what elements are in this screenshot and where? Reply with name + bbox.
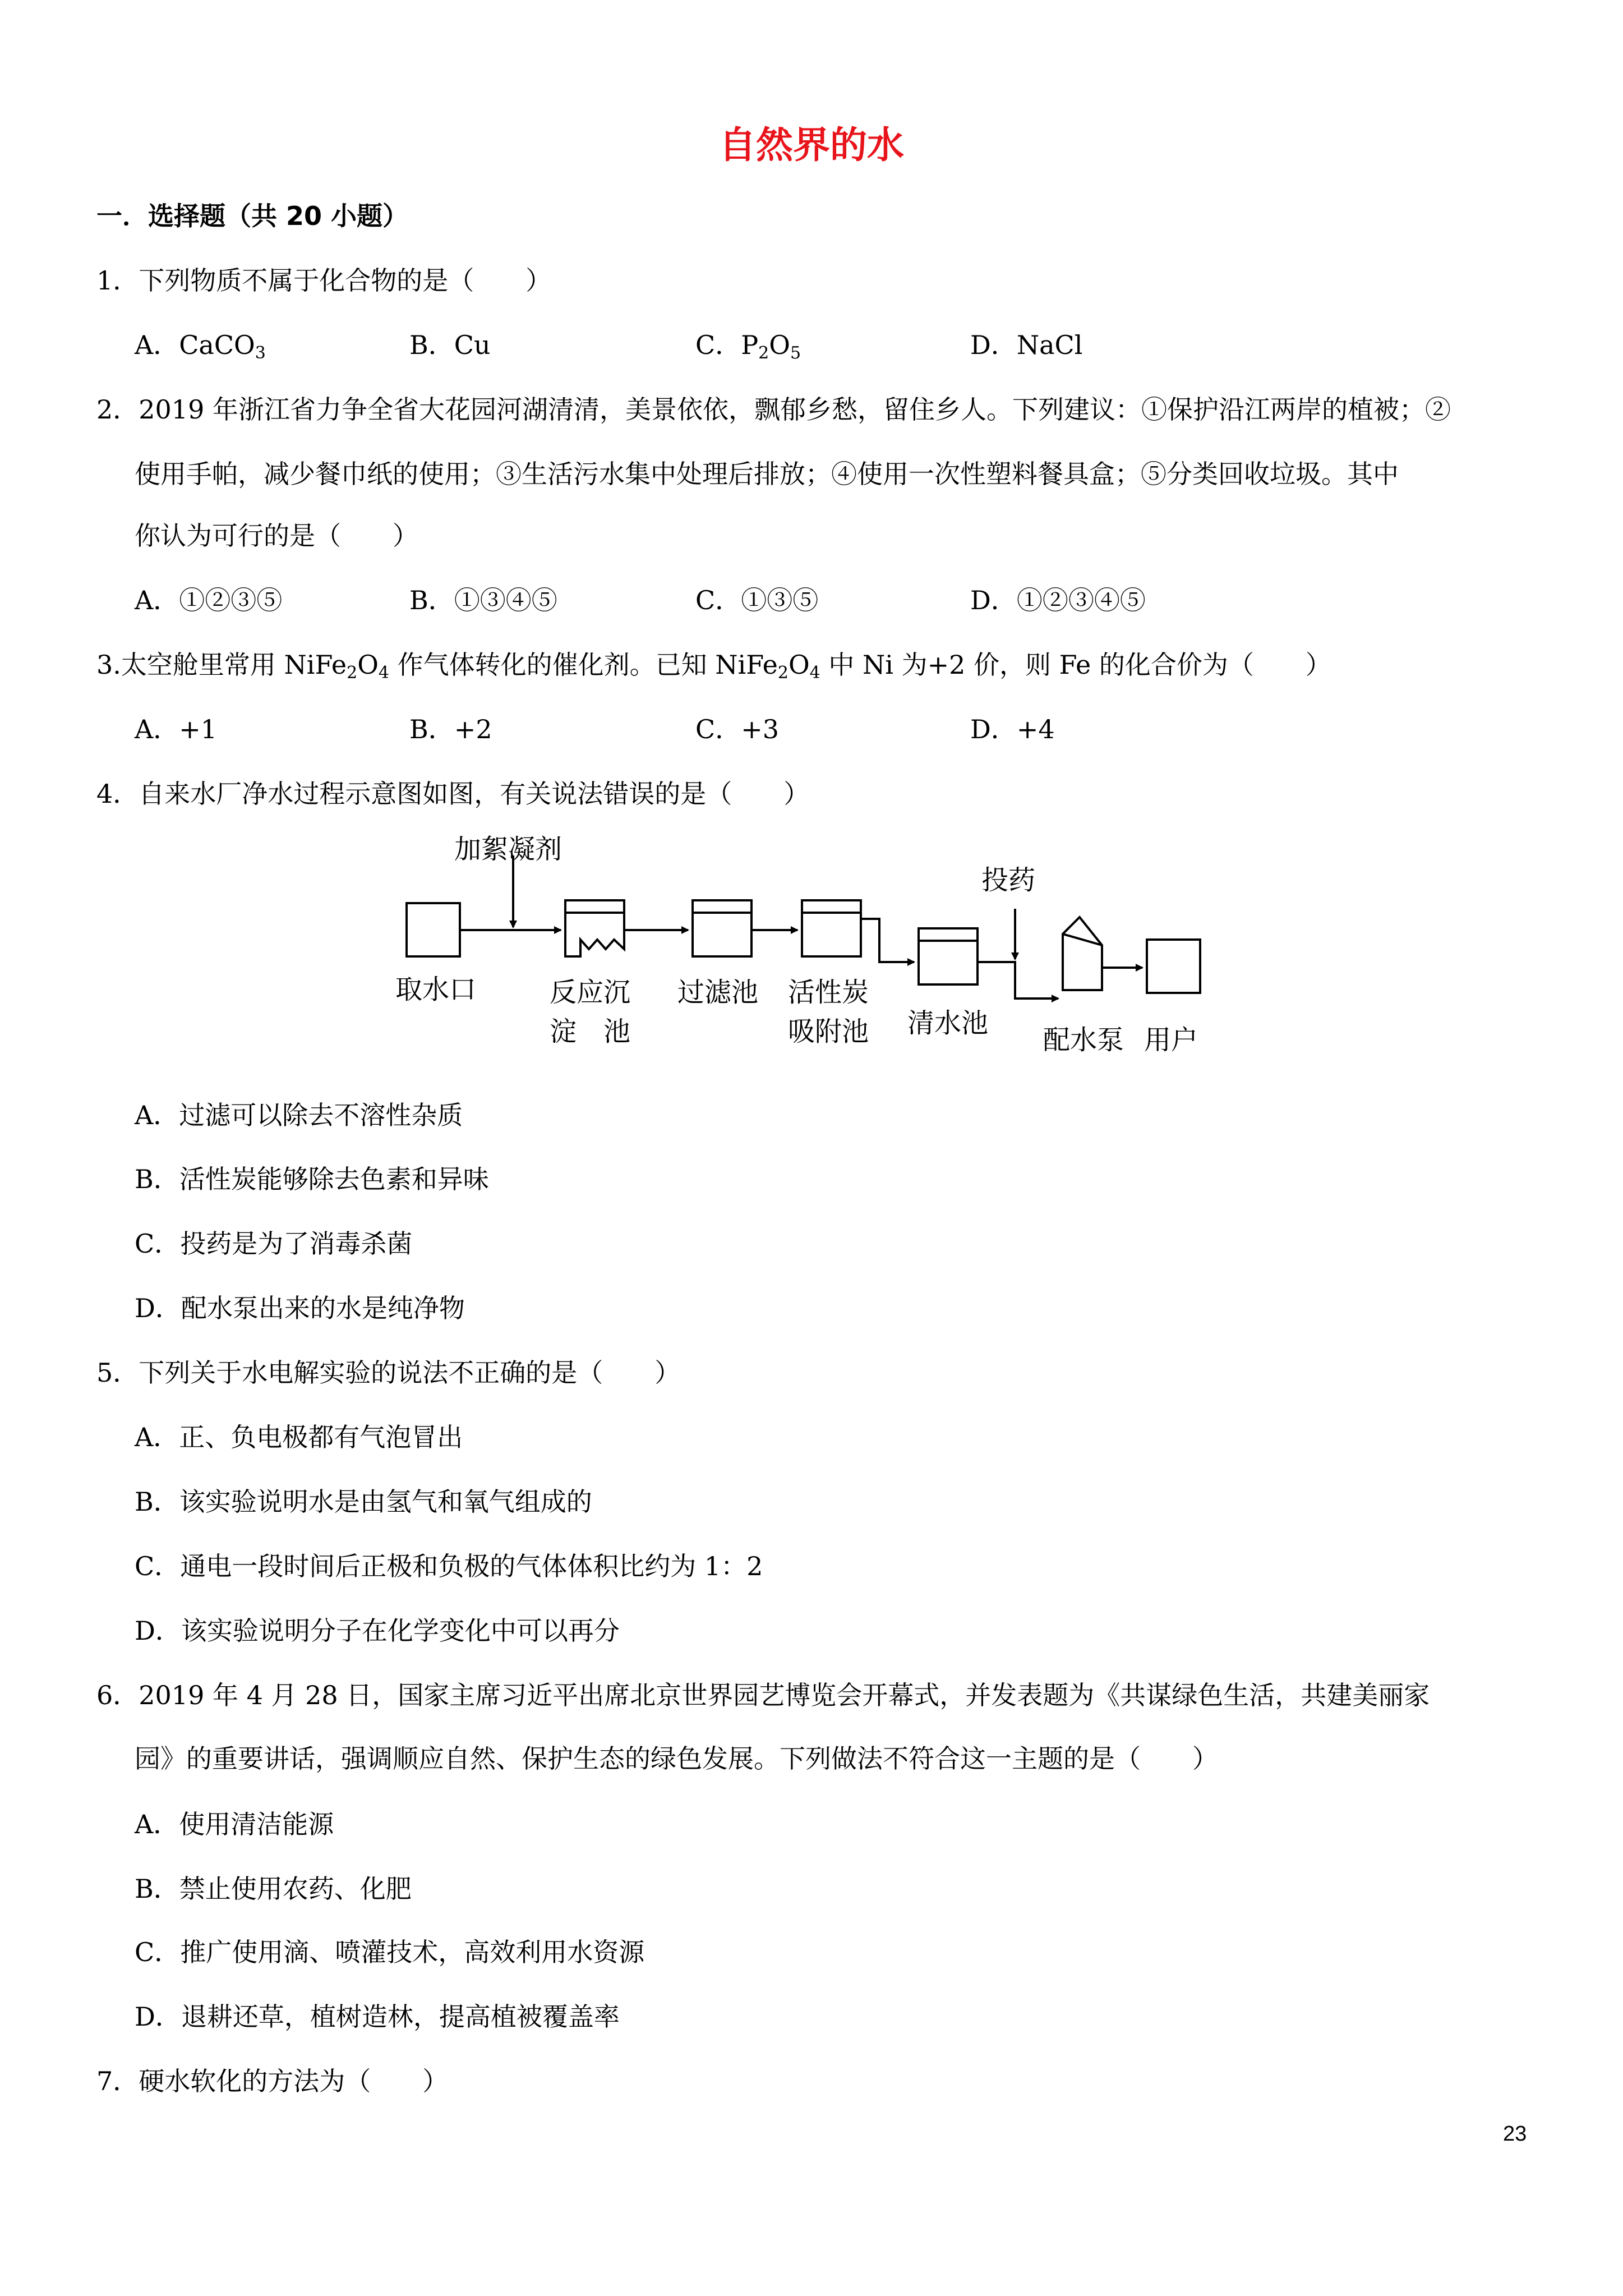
question-2-line-1: 2．2019 年浙江省力争全省大花园河湖清清，美景依依，飘郁乡愁，留住乡人。下列建议：①保护沿江两岸的植被；② [96,394,1451,425]
question-5-option-a[interactable]: A．正、负电极都有气泡冒出 [135,1422,463,1452]
option-a[interactable]: A．+1 [135,714,218,744]
question-5-option-c[interactable]: C．通电一段时间后正极和负极的气体体积比约为 1：2 [135,1551,763,1581]
label-user: 用户 [1144,1024,1198,1056]
page-number: 23 [1503,2122,1527,2146]
option-b[interactable]: B．+2 [409,714,492,744]
option-a[interactable]: A．①②③⑤ [135,585,283,615]
user-box [1147,940,1200,993]
sedimentation-tank [565,900,624,956]
question-6-line-1: 6．2019 年 4 月 28 日，国家主席习近平出席北京世界园艺博览会开幕式，并发表题为《共谋绿色生活，共建美丽家 [96,1680,1430,1710]
carbon-tank [802,900,861,956]
label-filter: 过滤池 [677,977,759,1008]
question-2-line-2: 使用手帕，减少餐巾纸的使用；③生活污水集中处理后排放；④使用一次性塑料餐具盒；⑤分类回收垃圾。其中 [135,459,1399,489]
option-c[interactable]: C．$P_2O_5$ [695,330,801,363]
option-d[interactable]: D．NaCl [970,330,1083,360]
question-4-option-b[interactable]: B．活性炭能够除去色素和异味 [135,1164,489,1194]
label-intake: 取水口 [395,974,477,1005]
intake-box [407,903,460,956]
option-b[interactable]: B．Cu [409,330,491,360]
clear-water-tank [919,928,978,984]
pump-shape [1063,917,1102,990]
option-d[interactable]: D．+4 [970,714,1055,744]
question-6-option-a[interactable]: A．使用清洁能源 [135,1809,334,1839]
water-treatment-diagram [393,825,1234,1066]
option-c[interactable]: C．①③⑤ [695,585,819,615]
label-carbon-2: 吸附池 [788,1016,869,1047]
option-c[interactable]: C．+3 [695,714,780,744]
question-4-stem: 4．自来水厂净水过程示意图如图，有关说法错误的是（ ） [96,779,810,809]
label-dosing: 投药 [981,864,1036,896]
line-clearwater-to-pump [978,962,1058,999]
question-3-stem: 3.太空舱里常用 $NiFe_2O_4$ 作气体转化的催化剂。已知 $NiFe_2O_4$ 中 Ni 为+2 价，则 Fe 的化合价为（ ） [96,650,1331,683]
question-7-stem: 7．硬水软化的方法为（ ） [96,2066,449,2096]
question-5-option-d[interactable]: D．该实验说明分子在化学变化中可以再分 [135,1616,620,1646]
question-6-option-c[interactable]: C．推广使用滴、喷灌技术，高效利用水资源 [135,1937,645,1967]
arrow-carbon-to-clearwater [861,919,914,962]
question-5-option-b[interactable]: B．该实验说明水是由氢气和氧气组成的 [135,1487,592,1517]
option-a[interactable]: A．CaCO$_3$ [135,330,266,363]
question-6-line-2: 园》的重要讲话，强调顺应自然、保护生态的绿色发展。下列做法不符合这一主题的是（ ） [135,1743,1218,1774]
option-b[interactable]: B．①③④⑤ [409,585,557,615]
question-6-option-b[interactable]: B．禁止使用农药、化肥 [135,1874,412,1904]
filter-tank [693,900,751,956]
option-d[interactable]: D．①②③④⑤ [970,585,1146,615]
question-4-option-a[interactable]: A．过滤可以除去不溶性杂质 [135,1100,463,1130]
question-5-stem: 5．下列关于水电解实验的说法不正确的是（ ） [96,1358,681,1388]
question-1-stem: 1．下列物质不属于化合物的是（ ） [96,265,552,296]
label-carbon-1: 活性炭 [788,977,869,1008]
section-heading: 一．选择题（共 20 小题） [96,201,409,231]
label-sedimentation-1: 反应沉 [550,977,631,1008]
question-6-option-d[interactable]: D．退耕还草，植树造林，提高植被覆盖率 [135,2001,620,2032]
page-title: 自然界的水 [719,123,904,167]
question-2-line-3: 你认为可行的是（ ） [135,521,418,551]
label-flocculant: 加絮凝剂 [454,834,562,865]
question-4-option-c[interactable]: C．投药是为了消毒杀菌 [135,1228,413,1259]
label-pump: 配水泵 [1043,1024,1124,1056]
label-clearwater: 清水池 [907,1007,989,1039]
label-sedimentation-2: 淀 池 [550,1016,631,1047]
question-4-option-d[interactable]: D．配水泵出来的水是纯净物 [135,1293,465,1323]
